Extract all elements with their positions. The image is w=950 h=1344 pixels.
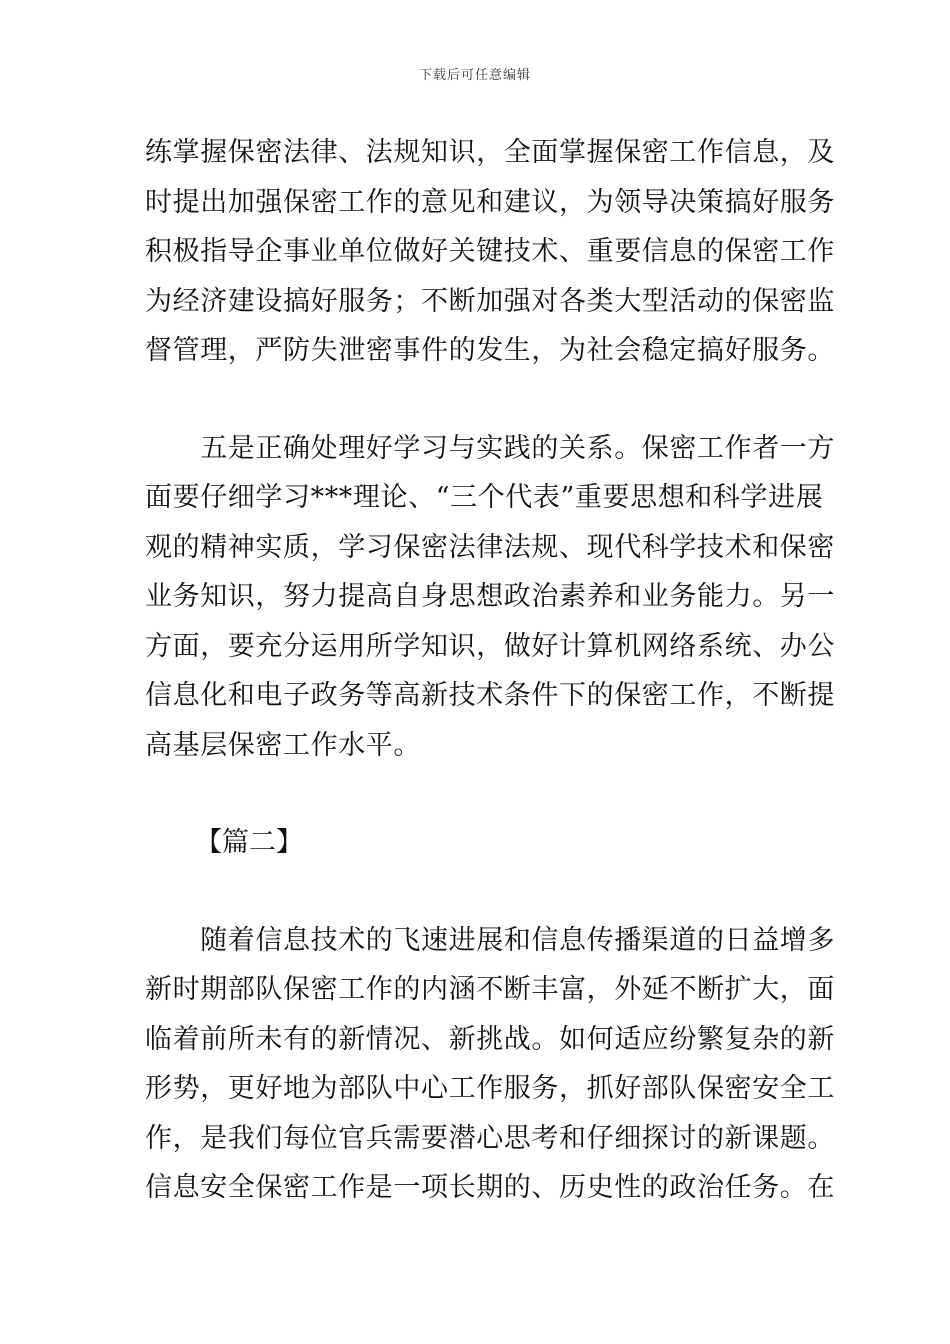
- text-line: 方面，要充分运用所学知识，做好计算机网络系统、办公: [145, 630, 835, 662]
- paragraph-gap: [145, 376, 810, 424]
- text-line: 高基层保密工作水平。: [145, 729, 421, 761]
- text-line: 信息化和电子政务等高新技术条件下的保密工作，不断提: [145, 680, 835, 711]
- paragraph-gap: [145, 868, 810, 916]
- text-line: 积极指导企事业单位做好关键技术、重要信息的保密工作: [145, 236, 835, 267]
- paragraph-1: [145, 128, 835, 376]
- text-line: 信息安全保密工作是一项长期的、历史性的政治任务。在: [145, 1172, 835, 1203]
- document-body: [145, 128, 835, 1213]
- page-header-note: 下载后可任意编辑: [418, 68, 531, 83]
- text-line: 临着前所未有的新情况、新挑战。如何适应纷繁复杂的新: [145, 1023, 835, 1055]
- text-line: 练掌握保密法律、法规知识，全面掌握保密工作信息，及: [145, 137, 835, 168]
- text-line: 作，是我们每位官兵需要潜心思考和仔细探讨的新课题。: [145, 1122, 835, 1154]
- text-line: 观的精神实质，学习保密法律法规、现代科学技术和保密: [145, 531, 835, 563]
- text-line: 时提出加强保密工作的意见和建议，为领导决策搞好服务: [145, 186, 835, 218]
- paragraph-3: [145, 916, 835, 1213]
- text-line: 为经济建设搞好服务；不断加强对各类大型活动的保密监: [145, 285, 835, 317]
- text-line: 新时期部队保密工作的内涵不断丰富，外延不断扩大，面: [145, 974, 835, 1005]
- text-line: 督管理，严防失泄密事件的发生，为社会稳定搞好服务。: [145, 335, 835, 366]
- text-line: 随着信息技术的飞速进展和信息传播渠道的日益增多: [145, 924, 835, 956]
- text-line: 面要仔细学习***理论、“三个代表”重要思想和科学进展: [145, 482, 824, 513]
- paragraph-2: [145, 424, 835, 771]
- paragraph-gap: [145, 770, 810, 818]
- text-line: 业务知识，努力提高自身思想政治素养和业务能力。另一: [145, 581, 835, 612]
- section-heading: 【篇二】: [195, 827, 303, 858]
- text-line: 五是正确处理好学习与实践的关系。保密工作者一方: [145, 432, 835, 464]
- text-line: 形势，更好地为部队中心工作服务，抓好部队保密安全工: [145, 1073, 835, 1104]
